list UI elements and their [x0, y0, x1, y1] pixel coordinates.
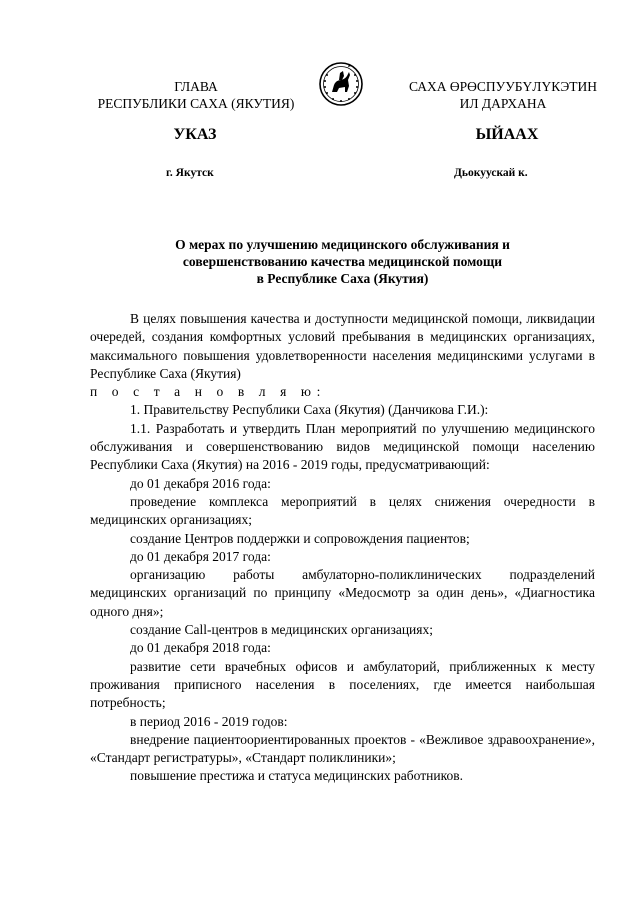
paragraph-deadline-2018: до 01 декабря 2018 года: — [130, 640, 271, 656]
heading-line: в Республике Саха (Якутия) — [256, 271, 429, 286]
republic-emblem-icon — [318, 58, 364, 110]
paragraph-deadline-2016: до 01 декабря 2016 года: — [130, 475, 271, 491]
paragraph-measure: повышение престижа и статуса медицинских работников. — [130, 768, 463, 784]
paragraph-measure: создание Центров поддержки и сопровождения пациентов; — [130, 530, 470, 546]
header-right-line1: САХА ӨРӨСПУУБҮЛҮКЭТИН — [408, 79, 598, 94]
paragraph-period-2016-2019: в период 2016 - 2019 годов: — [130, 713, 288, 729]
decree-title-sakha: ЫЙААХ — [475, 126, 539, 143]
header-left-line2: РЕСПУБЛИКИ САХА (ЯКУТИЯ) — [97, 96, 295, 111]
header-right-line2: ИЛ ДАРХАНА — [459, 96, 547, 111]
header-left-line1: ГЛАВА — [174, 79, 218, 94]
paragraph-deadline-2017: до 01 декабря 2017 года: — [130, 548, 271, 564]
header-left — [80, 78, 312, 112]
paragraph-resolve: п о с т а н о в л я ю: — [90, 384, 326, 400]
city-ru: г. Якутск — [166, 167, 214, 179]
heading-line: О мерах по улучшению медицинского обслуживания и — [175, 237, 510, 252]
decree-heading — [90, 236, 595, 287]
paragraph-item-1: 1. Правительству Республики Саха (Якутия) (Данчикова Г.И.): — [130, 402, 489, 418]
paragraph-measure: развитие сети врачебных офисов и амбулаторий, приближенных к месту проживания приписного населения в поселениях, где имеется наибольшая потребность; — [90, 658, 595, 711]
decree-title-ru: УКАЗ — [173, 126, 217, 143]
paragraph-measure: организацию работы амбулаторно-поликлинических подразделений медицинских организаций по принципу «Медосмотр за один день», «Диагностика одного дня»; — [90, 567, 595, 619]
paragraph-measure: внедрение пациентоориентированных проектов - «Вежливое здравоохранение», «Стандарт регистратуры», «Стандарт поликлиники»; — [90, 731, 595, 766]
decree-body — [90, 310, 595, 786]
paragraph-item-1-1: 1.1. Разработать и утвердить План мероприятий по улучшению медицинского обслуживания и совершенствованию видов медицинской помощи населению Республики Саха (Якутия) на 2016 - 2019 годы, предусматривающий: — [90, 420, 595, 473]
paragraph-measure: проведение комплекса мероприятий в целях снижения очередности в медицинских организациях; — [90, 493, 595, 528]
paragraph-measure: создание Call-центров в медицинских организациях; — [130, 622, 433, 638]
header-right — [388, 78, 618, 112]
heading-line: совершенствованию качества медицинской помощи — [182, 254, 503, 269]
paragraph-preamble: В целях повышения качества и доступности медицинской помощи, ликвидации очередей, создания комфортных условий пребывания в медицинских организациях, максимального повышения удовлетворенности населения медицинскими услугами в Республике Саха (Якутия) — [90, 311, 595, 381]
city-sakha: Дьокуускай к. — [454, 167, 528, 179]
